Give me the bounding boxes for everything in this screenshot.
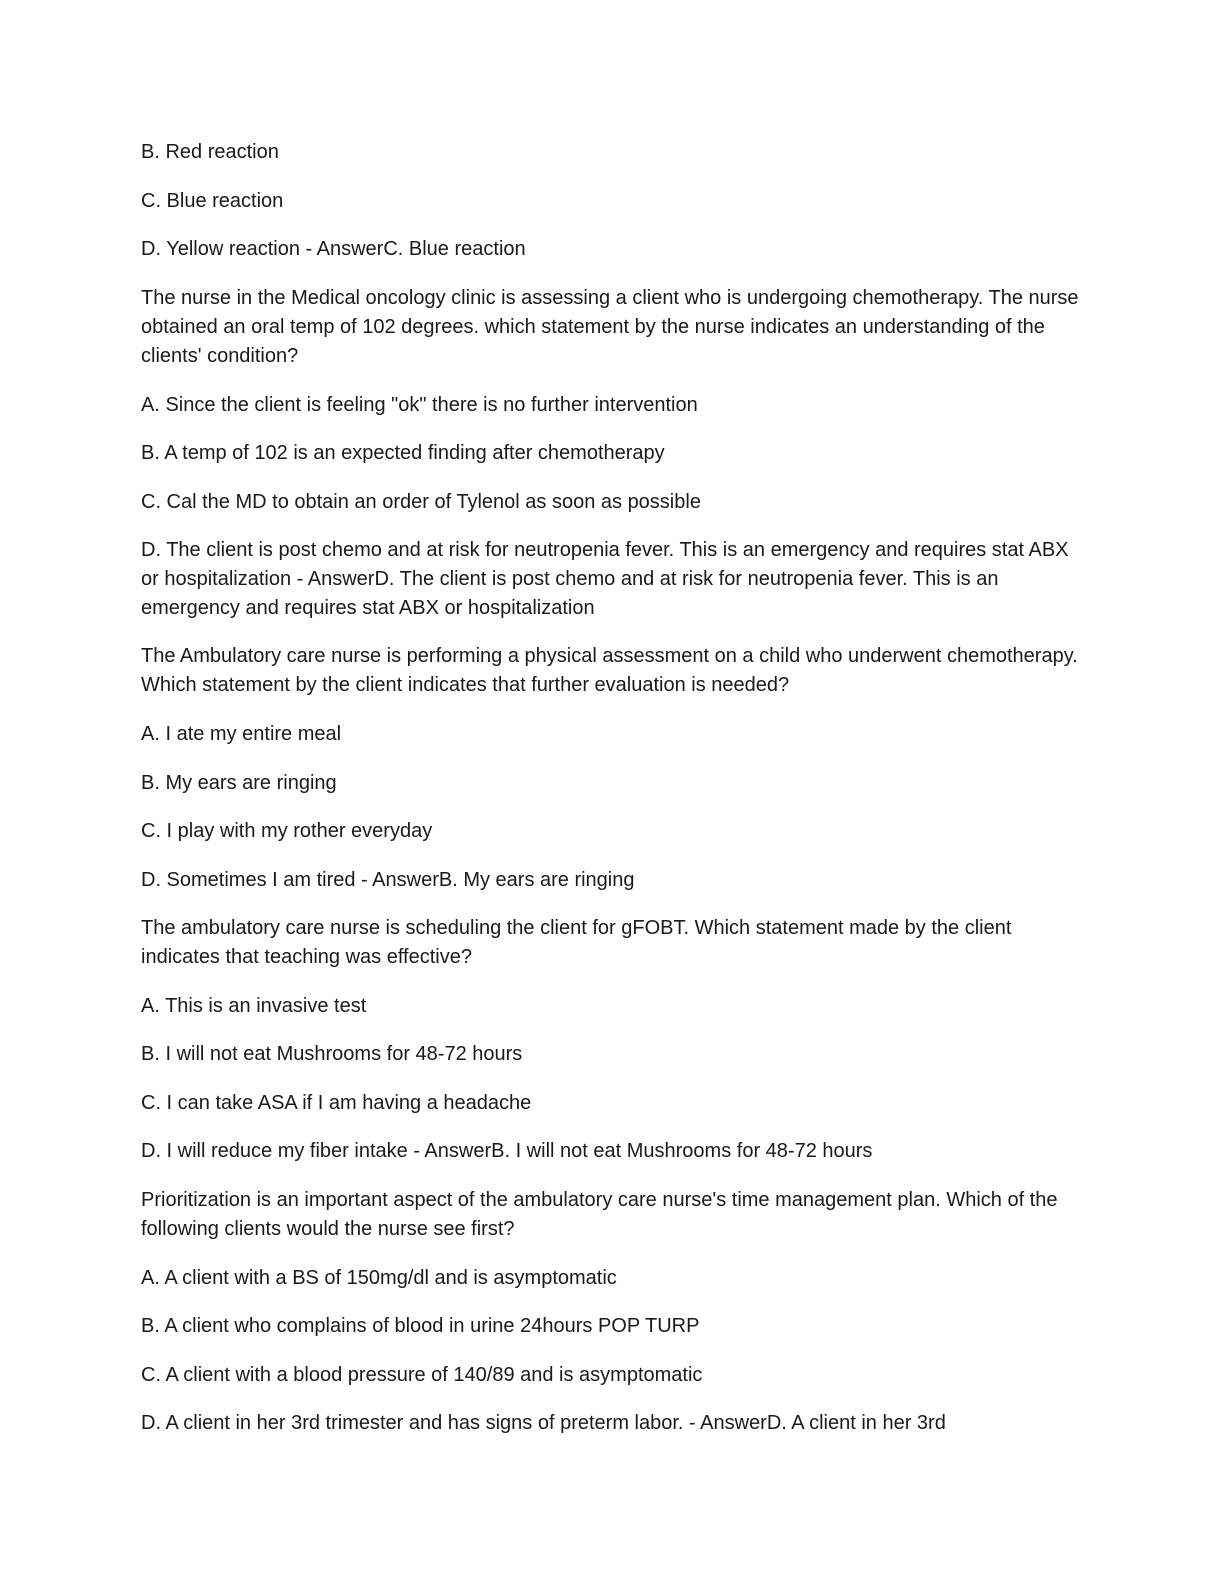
answer-option-d-yellow: D. Yellow reaction - AnswerC. Blue reaction <box>141 238 526 260</box>
answer-option-c-blue: C. Blue reaction <box>141 190 284 212</box>
answer-option-d: D. Sometimes I am tired - AnswerB. My ears are ringing <box>141 869 635 891</box>
answer-option-b: B. I will not eat Mushrooms for 48-72 hours <box>141 1043 523 1065</box>
answer-option-b: B. My ears are ringing <box>141 772 337 794</box>
answer-option-d: D. A client in her 3rd trimester and has signs of preterm labor. - AnswerD. A client in her 3rd <box>141 1412 946 1434</box>
question-child-assessment: The Ambulatory care nurse is performing a physical assessment on a child who underwent chemotherapy. Which statement by the client indicates that further evaluation is needed? <box>141 645 1078 696</box>
answer-option-c: C. A client with a blood pressure of 140/89 and is asymptomatic <box>141 1364 703 1386</box>
answer-option-c: C. I play with my rother everyday <box>141 820 433 842</box>
answer-option-c: C. Cal the MD to obtain an order of Tylenol as soon as possible <box>141 491 701 513</box>
answer-option-a: A. I ate my entire meal <box>141 723 342 745</box>
question-prioritization: Prioritization is an important aspect of the ambulatory care nurse's time management plan. Which of the following clients would the nurse see first? <box>141 1189 1058 1240</box>
question-oncology-fever: The nurse in the Medical oncology clinic is assessing a client who is undergoing chemotherapy. The nurse obtained an oral temp of 102 degrees. which statement by the nurse indicates an understanding of the clients' condition? <box>141 287 1079 367</box>
answer-option-b: B. A temp of 102 is an expected finding after chemotherapy <box>141 442 665 464</box>
answer-option-a: A. This is an invasive test <box>141 995 367 1017</box>
question-gfobt: The ambulatory care nurse is scheduling the client for gFOBT. Which statement made by the client indicates that teaching was effective? <box>141 917 1012 968</box>
answer-option-c: C. I can take ASA if I am having a headache <box>141 1092 532 1114</box>
answer-option-b-red: B. Red reaction <box>141 141 279 163</box>
answer-option-a: A. A client with a BS of 150mg/dl and is asymptomatic <box>141 1267 617 1289</box>
answer-option-d: D. I will reduce my fiber intake - AnswerB. I will not eat Mushrooms for 48-72 hours <box>141 1140 873 1162</box>
answer-option-a: A. Since the client is feeling "ok" there is no further intervention <box>141 394 698 416</box>
answer-option-b: B. A client who complains of blood in urine 24hours POP TURP <box>141 1315 700 1337</box>
answer-option-d: D. The client is post chemo and at risk for neutropenia fever. This is an emergency and requires stat ABX or hospitalization - AnswerD. The client is post chemo and at risk for neutropenia fever. This is an emergency and requires stat ABX or hospitalization <box>141 539 1069 619</box>
